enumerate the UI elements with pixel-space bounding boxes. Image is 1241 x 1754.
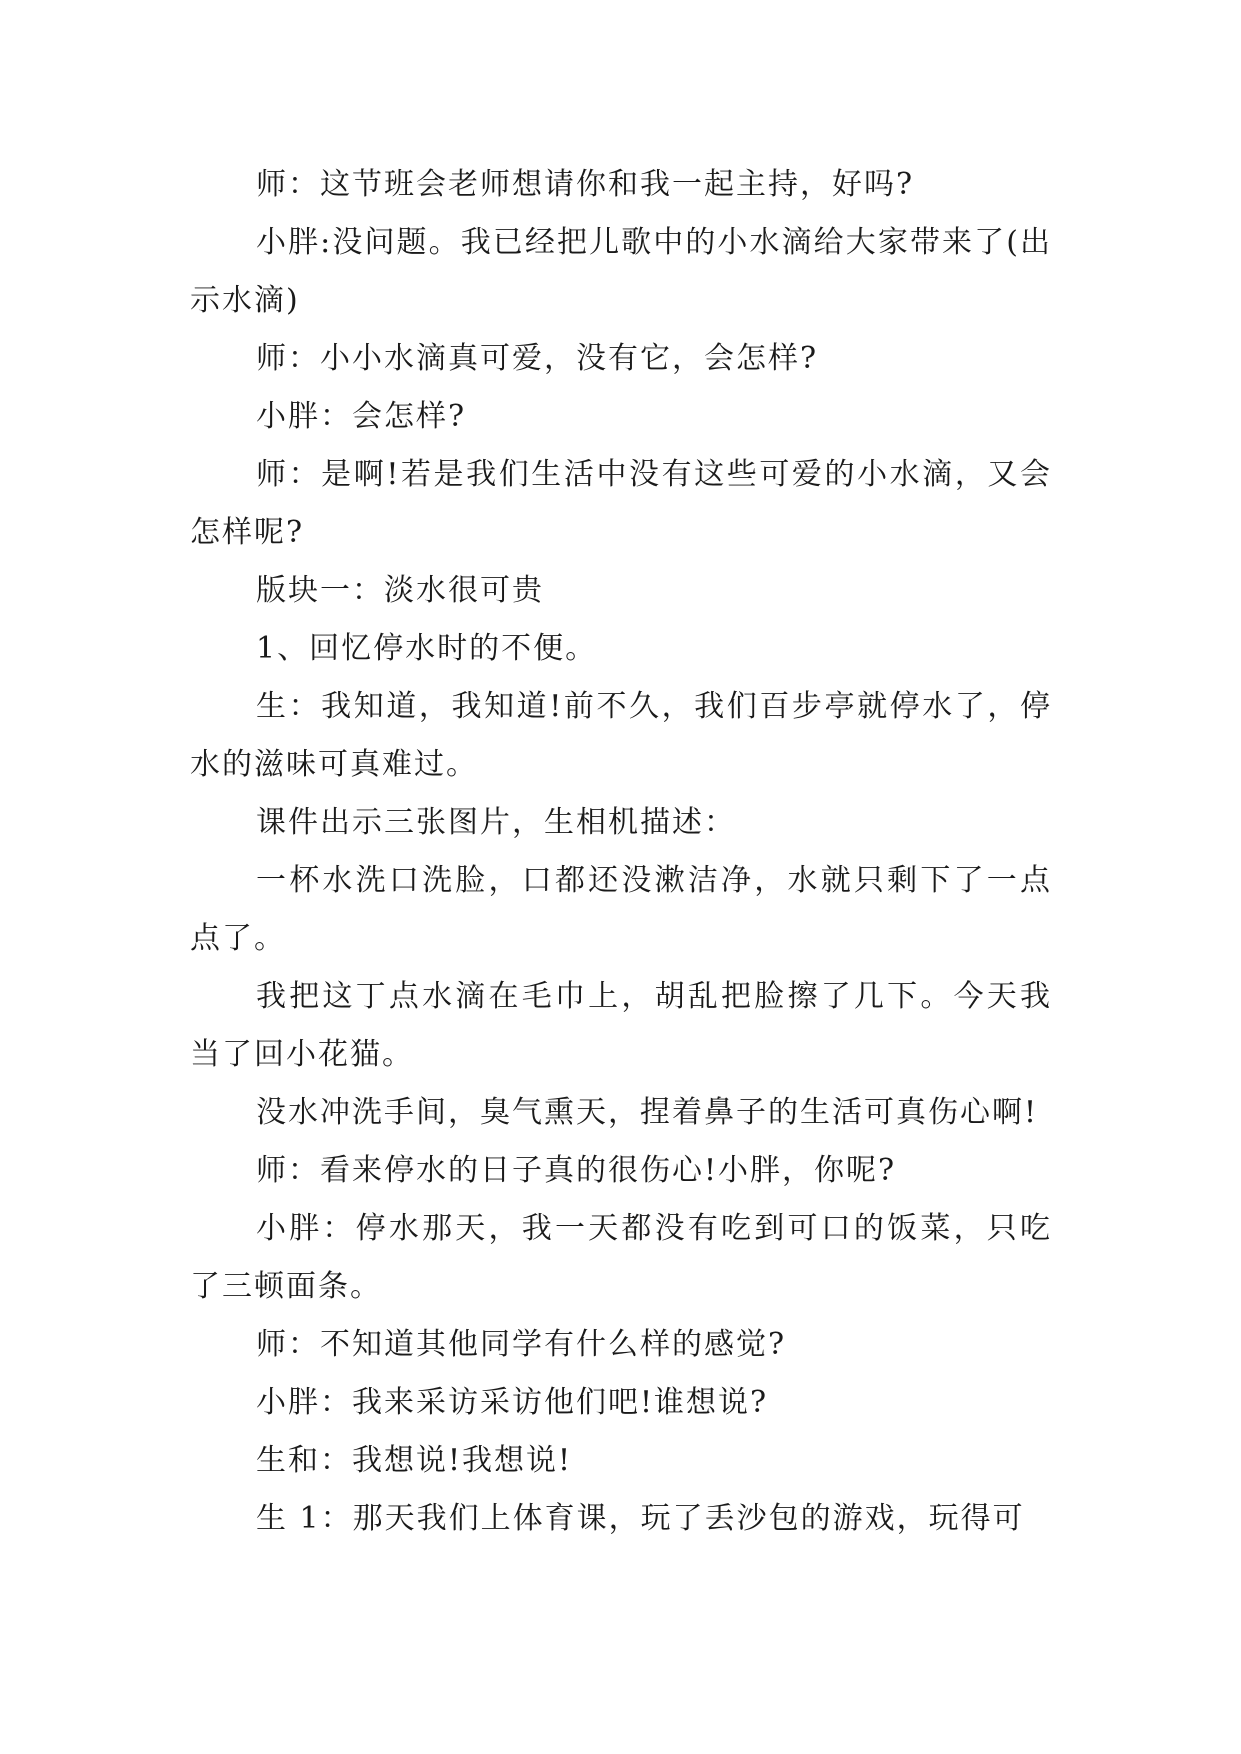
paragraph-1: 师：这节班会老师想请你和我一起主持，好吗? [256,167,915,202]
paragraph-12: 没水冲洗手间，臭气熏天，捏着鼻子的生活可真伤心啊! [256,1095,1039,1130]
paragraph-17: 生和：我想说!我想说! [256,1443,573,1478]
paragraph-11: 我把这丁点水滴在毛巾上，胡乱把脸擦了几下。今天我当了回小花猫。 [190,979,1052,1072]
paragraph-4: 小胖：会怎样? [256,399,467,434]
paragraph-5: 师：是啊!若是我们生活中没有这些可爱的小水滴，又会怎样呢? [190,457,1052,550]
section-heading: 版块一：淡水很可贵 [256,573,544,608]
paragraph-13: 师：看来停水的日子真的很伤心!小胖，你呢? [256,1153,897,1188]
paragraph-15: 师：不知道其他同学有什么样的感觉? [256,1327,787,1362]
paragraph-7: 1、回忆停水时的不便。 [256,631,598,666]
paragraph-14: 小胖：停水那天，我一天都没有吃到可口的饭菜，只吃了三顿面条。 [190,1211,1052,1304]
paragraph-8: 生：我知道，我知道!前不久，我们百步亭就停水了，停水的滋味可真难过。 [190,689,1052,782]
paragraph-16: 小胖：我来采访采访他们吧!谁想说? [256,1385,769,1420]
paragraph-2: 小胖:没问题。我已经把儿歌中的小水滴给大家带来了(出示水滴) [190,225,1052,318]
paragraph-10: 一杯水洗口洗脸，口都还没漱洁净，水就只剩下了一点点了。 [190,863,1052,956]
paragraph-3: 师：小小水滴真可爱，没有它，会怎样? [256,341,819,376]
paragraph-9: 课件出示三张图片，生相机描述： [256,805,736,840]
paragraph-18: 生 1：那天我们上体育课，玩了丢沙包的游戏，玩得可 [256,1501,1025,1536]
document-body [190,156,1052,1548]
